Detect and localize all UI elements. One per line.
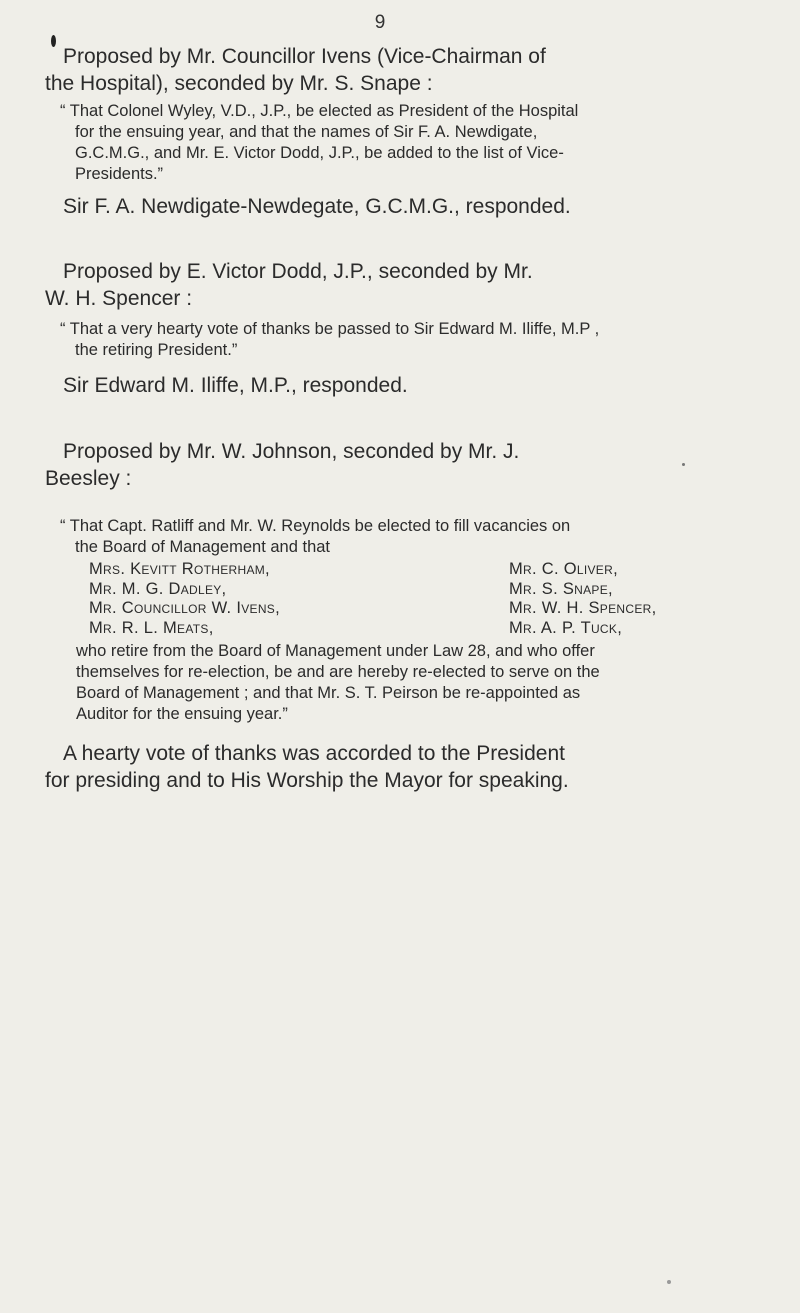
board-member-name: Mr. W. H. Spencer, xyxy=(509,599,657,617)
resolution-2 xyxy=(60,319,745,361)
resolution-1-line: Presidents.” xyxy=(75,165,164,183)
board-member-name: Mr. S. Snape, xyxy=(509,579,613,598)
board-member-name: Mr. M. G. Dadley, xyxy=(89,579,227,598)
proposal-paragraph-2 xyxy=(45,258,755,312)
ink-blot xyxy=(51,35,56,47)
proposal-1-line-1: Proposed by Mr. Councillor Ivens (Vice-Chairman of xyxy=(63,45,546,68)
proposal-2-line-2: W. H. Spencer : xyxy=(45,287,193,310)
resolution-1 xyxy=(60,101,745,185)
closing-paragraph xyxy=(45,740,755,794)
resolution-3-line: the Board of Management and that xyxy=(75,538,331,556)
proposal-paragraph-1 xyxy=(45,43,755,97)
resolution-1-line: for the ensuing year, and that the names of Sir F. A. Newdigate, xyxy=(75,123,538,141)
closing-line-2: for presiding and to His Worship the Mayor for speaking. xyxy=(45,769,569,792)
proposal-1-line-2: the Hospital), seconded by Mr. S. Snape : xyxy=(45,72,433,95)
ink-speck xyxy=(667,1280,671,1284)
page-number: 9 xyxy=(374,12,386,33)
response-1: Sir F. A. Newdigate-Newdegate, G.C.M.G., responded. xyxy=(63,195,571,218)
resolution-3-closing-line: who retire from the Board of Management under Law 28, and who offer xyxy=(76,642,595,660)
resolution-3-closing-line: Auditor for the ensuing year.” xyxy=(76,705,288,723)
names-left-column xyxy=(89,560,280,638)
resolution-3 xyxy=(60,516,745,558)
resolution-3-closing-line: themselves for re-election, be and are hereby re-elected to serve on the xyxy=(76,663,600,681)
proposal-3-line-2: Beesley : xyxy=(45,467,132,490)
board-member-name: Mr. Councillor W. Ivens, xyxy=(89,599,280,617)
resolution-1-line: “ That Colonel Wyley, V.D., J.P., be elected as President of the Hospital xyxy=(60,102,579,120)
resolution-3-closing xyxy=(76,641,746,725)
closing-line-1: A hearty vote of thanks was accorded to the President xyxy=(63,742,565,765)
ink-speck xyxy=(682,463,685,466)
board-member-name: Mr. C. Oliver, xyxy=(509,560,618,578)
resolution-2-line: “ That a very hearty vote of thanks be passed to Sir Edward M. Iliffe, M.P , xyxy=(60,320,600,338)
board-member-name: Mr. A. P. Tuck, xyxy=(509,618,623,637)
resolution-3-line: “ That Capt. Ratliff and Mr. W. Reynolds be elected to fill vacancies on xyxy=(60,517,571,535)
proposal-paragraph-3 xyxy=(45,438,755,492)
names-right-column xyxy=(509,560,657,638)
resolution-1-line: G.C.M.G., and Mr. E. Victor Dodd, J.P., be added to the list of Vice- xyxy=(75,144,564,162)
proposal-3-line-1: Proposed by Mr. W. Johnson, seconded by Mr. J. xyxy=(63,440,520,463)
board-member-name: Mr. R. L. Meats, xyxy=(89,618,214,637)
resolution-3-closing-line: Board of Management ; and that Mr. S. T. Peirson be re-appointed as xyxy=(76,684,581,702)
resolution-2-line: the retiring President.” xyxy=(75,341,238,359)
response-2: Sir Edward M. Iliffe, M.P., responded. xyxy=(63,374,408,397)
board-member-name: Mrs. Kevitt Rotherham, xyxy=(89,560,270,578)
proposal-2-line-1: Proposed by E. Victor Dodd, J.P., seconded by Mr. xyxy=(63,260,533,283)
